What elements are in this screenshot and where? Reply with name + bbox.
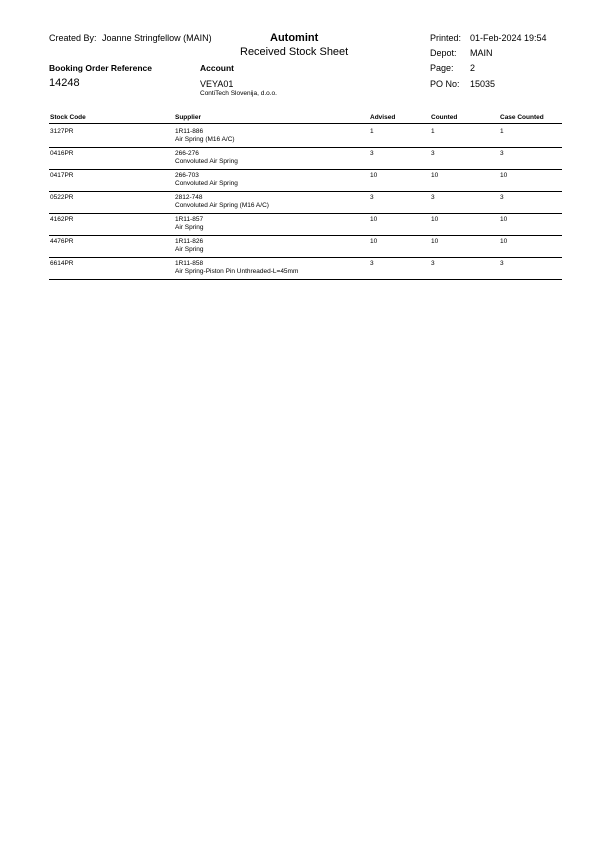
created-by-label: Created By: [49, 33, 97, 43]
row-4-case-counted: 3 [500, 194, 504, 201]
account-code: VEYA01 [200, 79, 234, 89]
row-7-stock-code: 6614PR [50, 260, 74, 267]
row-3-advised: 10 [370, 172, 378, 179]
page-value: 2 [470, 63, 476, 73]
row-7-description: Air Spring-Piston Pin Unthreaded-L=45mm [175, 268, 299, 275]
row-2-stock-code: 0416PR [50, 150, 74, 157]
page-label: Page: [430, 63, 454, 73]
row-3-case-counted: 10 [500, 172, 508, 179]
row-2-case-counted: 3 [500, 150, 504, 157]
row-7-supplier: 1R11-858 [175, 260, 204, 267]
row-divider [49, 257, 562, 258]
row-5-stock-code: 4162PR [50, 216, 74, 223]
row-divider [49, 213, 562, 214]
account-name: ContiTech Slovenija, d.o.o. [200, 90, 277, 97]
created-by [49, 33, 212, 43]
row-4-counted: 3 [431, 194, 435, 201]
col-header-counted: Counted [431, 114, 458, 121]
row-5-counted: 10 [431, 216, 439, 223]
row-divider [49, 147, 562, 148]
row-1-supplier: 1R11-886 [175, 128, 204, 135]
row-6-supplier: 1R11-826 [175, 238, 204, 245]
row-1-description: Air Spring (M16 A/C) [175, 136, 235, 143]
po-value: 15035 [470, 79, 496, 89]
row-2-supplier: 266-276 [175, 150, 199, 157]
col-header-case-counted: Case Counted [500, 114, 544, 121]
row-1-advised: 1 [370, 128, 374, 135]
row-4-supplier: 2812-748 [175, 194, 203, 201]
printed-label: Printed: [430, 33, 462, 43]
row-7-counted: 3 [431, 260, 435, 267]
row-7-advised: 3 [370, 260, 374, 267]
row-2-advised: 3 [370, 150, 374, 157]
row-4-stock-code: 0522PR [50, 194, 74, 201]
booking-ref-value: 14248 [49, 77, 80, 89]
row-4-advised: 3 [370, 194, 374, 201]
row-6-counted: 10 [431, 238, 439, 245]
depot-label: Depot: [430, 48, 457, 58]
account-label: Account [200, 63, 234, 73]
po-label: PO No: [430, 79, 460, 89]
row-5-description: Air Spring [175, 224, 204, 231]
col-header-supplier: Supplier [175, 114, 202, 121]
row-1-stock-code: 3127PR [50, 128, 74, 135]
row-6-advised: 10 [370, 238, 378, 245]
col-header-advised: Advised [370, 114, 396, 121]
row-3-stock-code: 0417PR [50, 172, 74, 179]
row-1-case-counted: 1 [500, 128, 504, 135]
row-4-description: Convoluted Air Spring (M16 A/C) [175, 202, 269, 209]
row-7-case-counted: 3 [500, 260, 504, 267]
row-6-stock-code: 4476PR [50, 238, 74, 245]
row-6-description: Air Spring [175, 246, 204, 253]
row-2-description: Convoluted Air Spring [175, 158, 238, 165]
row-3-counted: 10 [431, 172, 439, 179]
row-5-supplier: 1R11-857 [175, 216, 204, 223]
printed-value: 01-Feb-2024 19:54 [470, 33, 547, 43]
document-title: Received Stock Sheet [240, 46, 349, 58]
created-by-value: Joanne Stringfellow (MAIN) [102, 33, 212, 43]
depot-value: MAIN [470, 48, 493, 58]
company-name: Automint [270, 32, 319, 44]
col-header-stock-code: Stock Code [50, 114, 86, 121]
row-2-counted: 3 [431, 150, 435, 157]
row-divider [49, 235, 562, 236]
row-5-case-counted: 10 [500, 216, 508, 223]
row-divider [49, 279, 562, 280]
table-header-rule [49, 123, 562, 124]
booking-ref-label: Booking Order Reference [49, 63, 152, 73]
row-5-advised: 10 [370, 216, 378, 223]
row-divider [49, 191, 562, 192]
row-3-description: Convoluted Air Spring [175, 180, 238, 187]
row-1-counted: 1 [431, 128, 435, 135]
row-divider [49, 169, 562, 170]
row-3-supplier: 266-703 [175, 172, 199, 179]
row-6-case-counted: 10 [500, 238, 508, 245]
